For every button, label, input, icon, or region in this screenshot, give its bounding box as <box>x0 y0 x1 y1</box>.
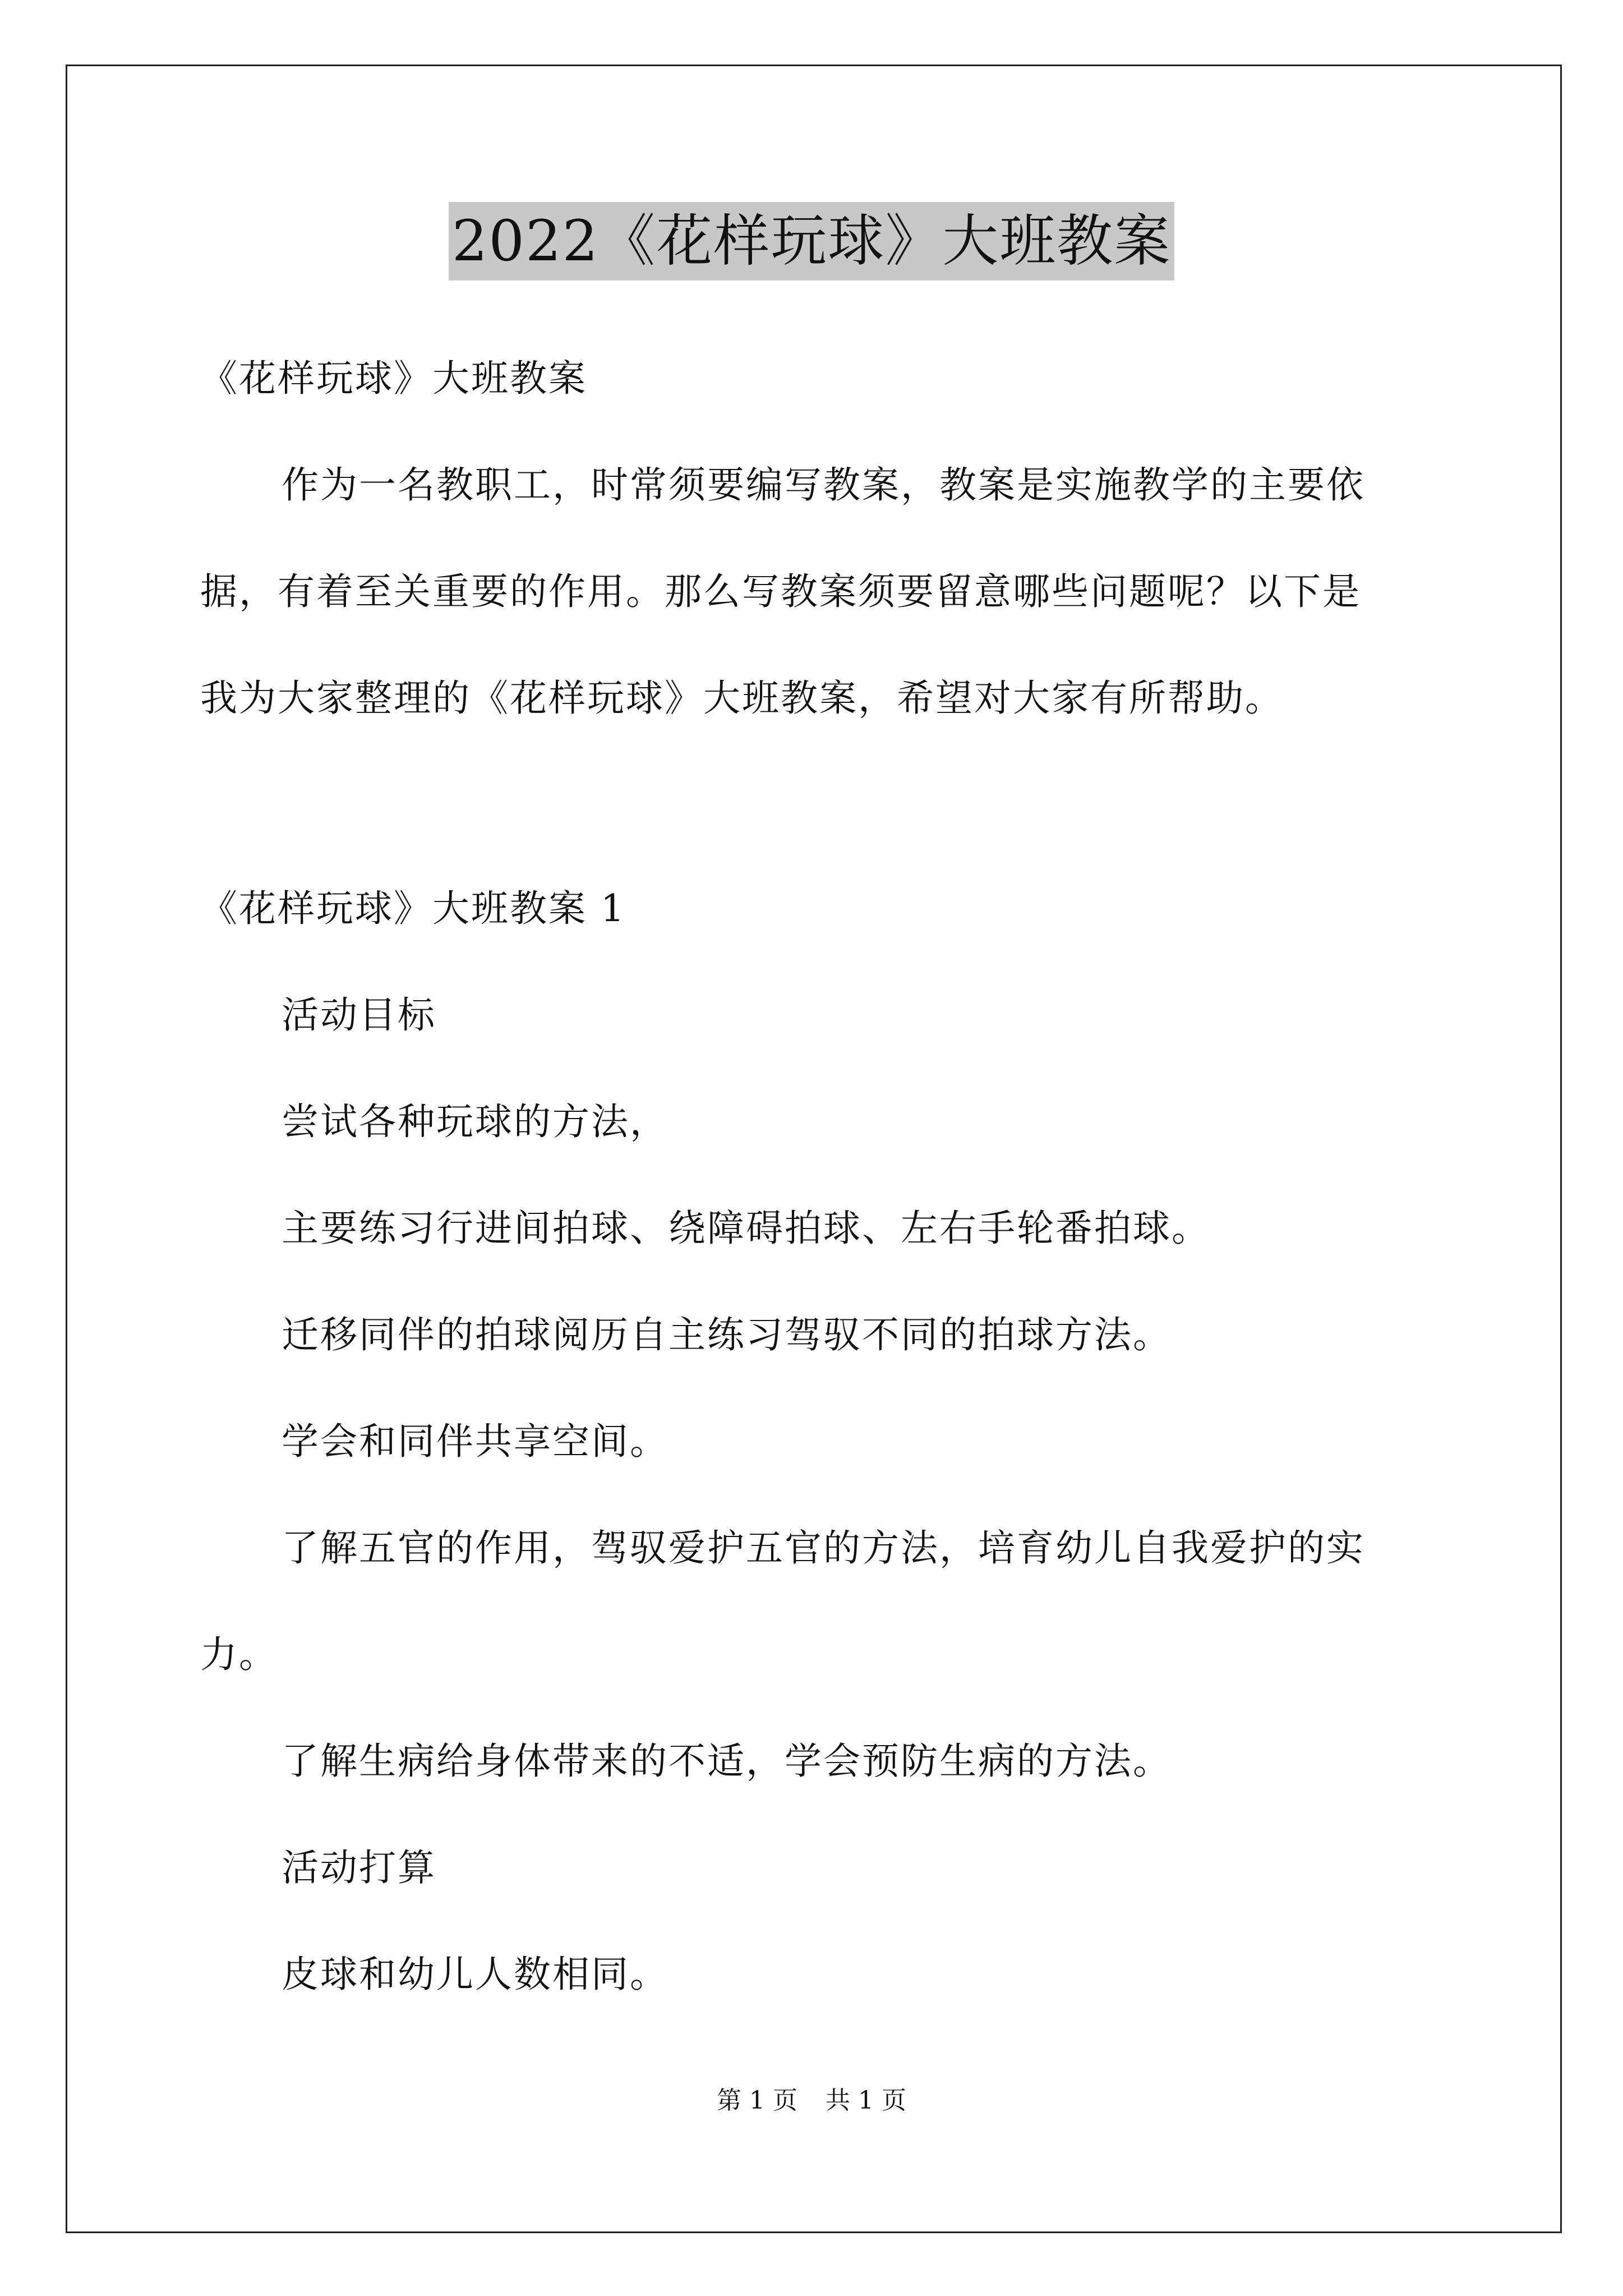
prep-heading: 活动打算 <box>282 1846 436 1889</box>
document-title: 2022《花样玩球》大班教案 <box>449 202 1175 280</box>
goal-item: 了解五官的作用，驾驭爱护五官的方法，培育幼儿自我爱护的实 <box>282 1526 1365 1570</box>
intro-line-3: 我为大家整理的《花样玩球》大班教案，希望对大家有所帮助。 <box>200 677 1284 720</box>
goal-item: 迁移同伴的拍球阅历自主练习驾驭不同的拍球方法。 <box>282 1313 1172 1356</box>
goal-item-continuation: 力。 <box>200 1633 278 1676</box>
document-subtitle: 《花样玩球》大班教案 <box>200 357 587 400</box>
title-block <box>0 202 1623 280</box>
section-title: 《花样玩球》大班教案 1 <box>200 887 626 930</box>
goal-item: 学会和同伴共享空间。 <box>282 1420 668 1463</box>
page-number: 第 1 页 <box>717 2086 797 2115</box>
page-footer <box>0 2084 1623 2118</box>
goal-heading: 活动目标 <box>282 993 436 1037</box>
intro-line-1: 作为一名教职工，时常须要编写教案，教案是实施教学的主要依 <box>282 463 1365 507</box>
prep-item: 皮球和幼儿人数相同。 <box>282 1953 668 1996</box>
goal-item: 了解生病给身体带来的不适，学会预防生病的方法。 <box>282 1740 1172 1783</box>
intro-line-2: 据，有着至关重要的作用。那么写教案须要留意哪些问题呢？以下是 <box>200 570 1361 613</box>
goal-item: 尝试各种玩球的方法， <box>282 1100 668 1143</box>
page-total: 共 1 页 <box>826 2086 906 2115</box>
goal-item: 主要练习行进间拍球、绕障碍拍球、左右手轮番拍球。 <box>282 1207 1210 1250</box>
